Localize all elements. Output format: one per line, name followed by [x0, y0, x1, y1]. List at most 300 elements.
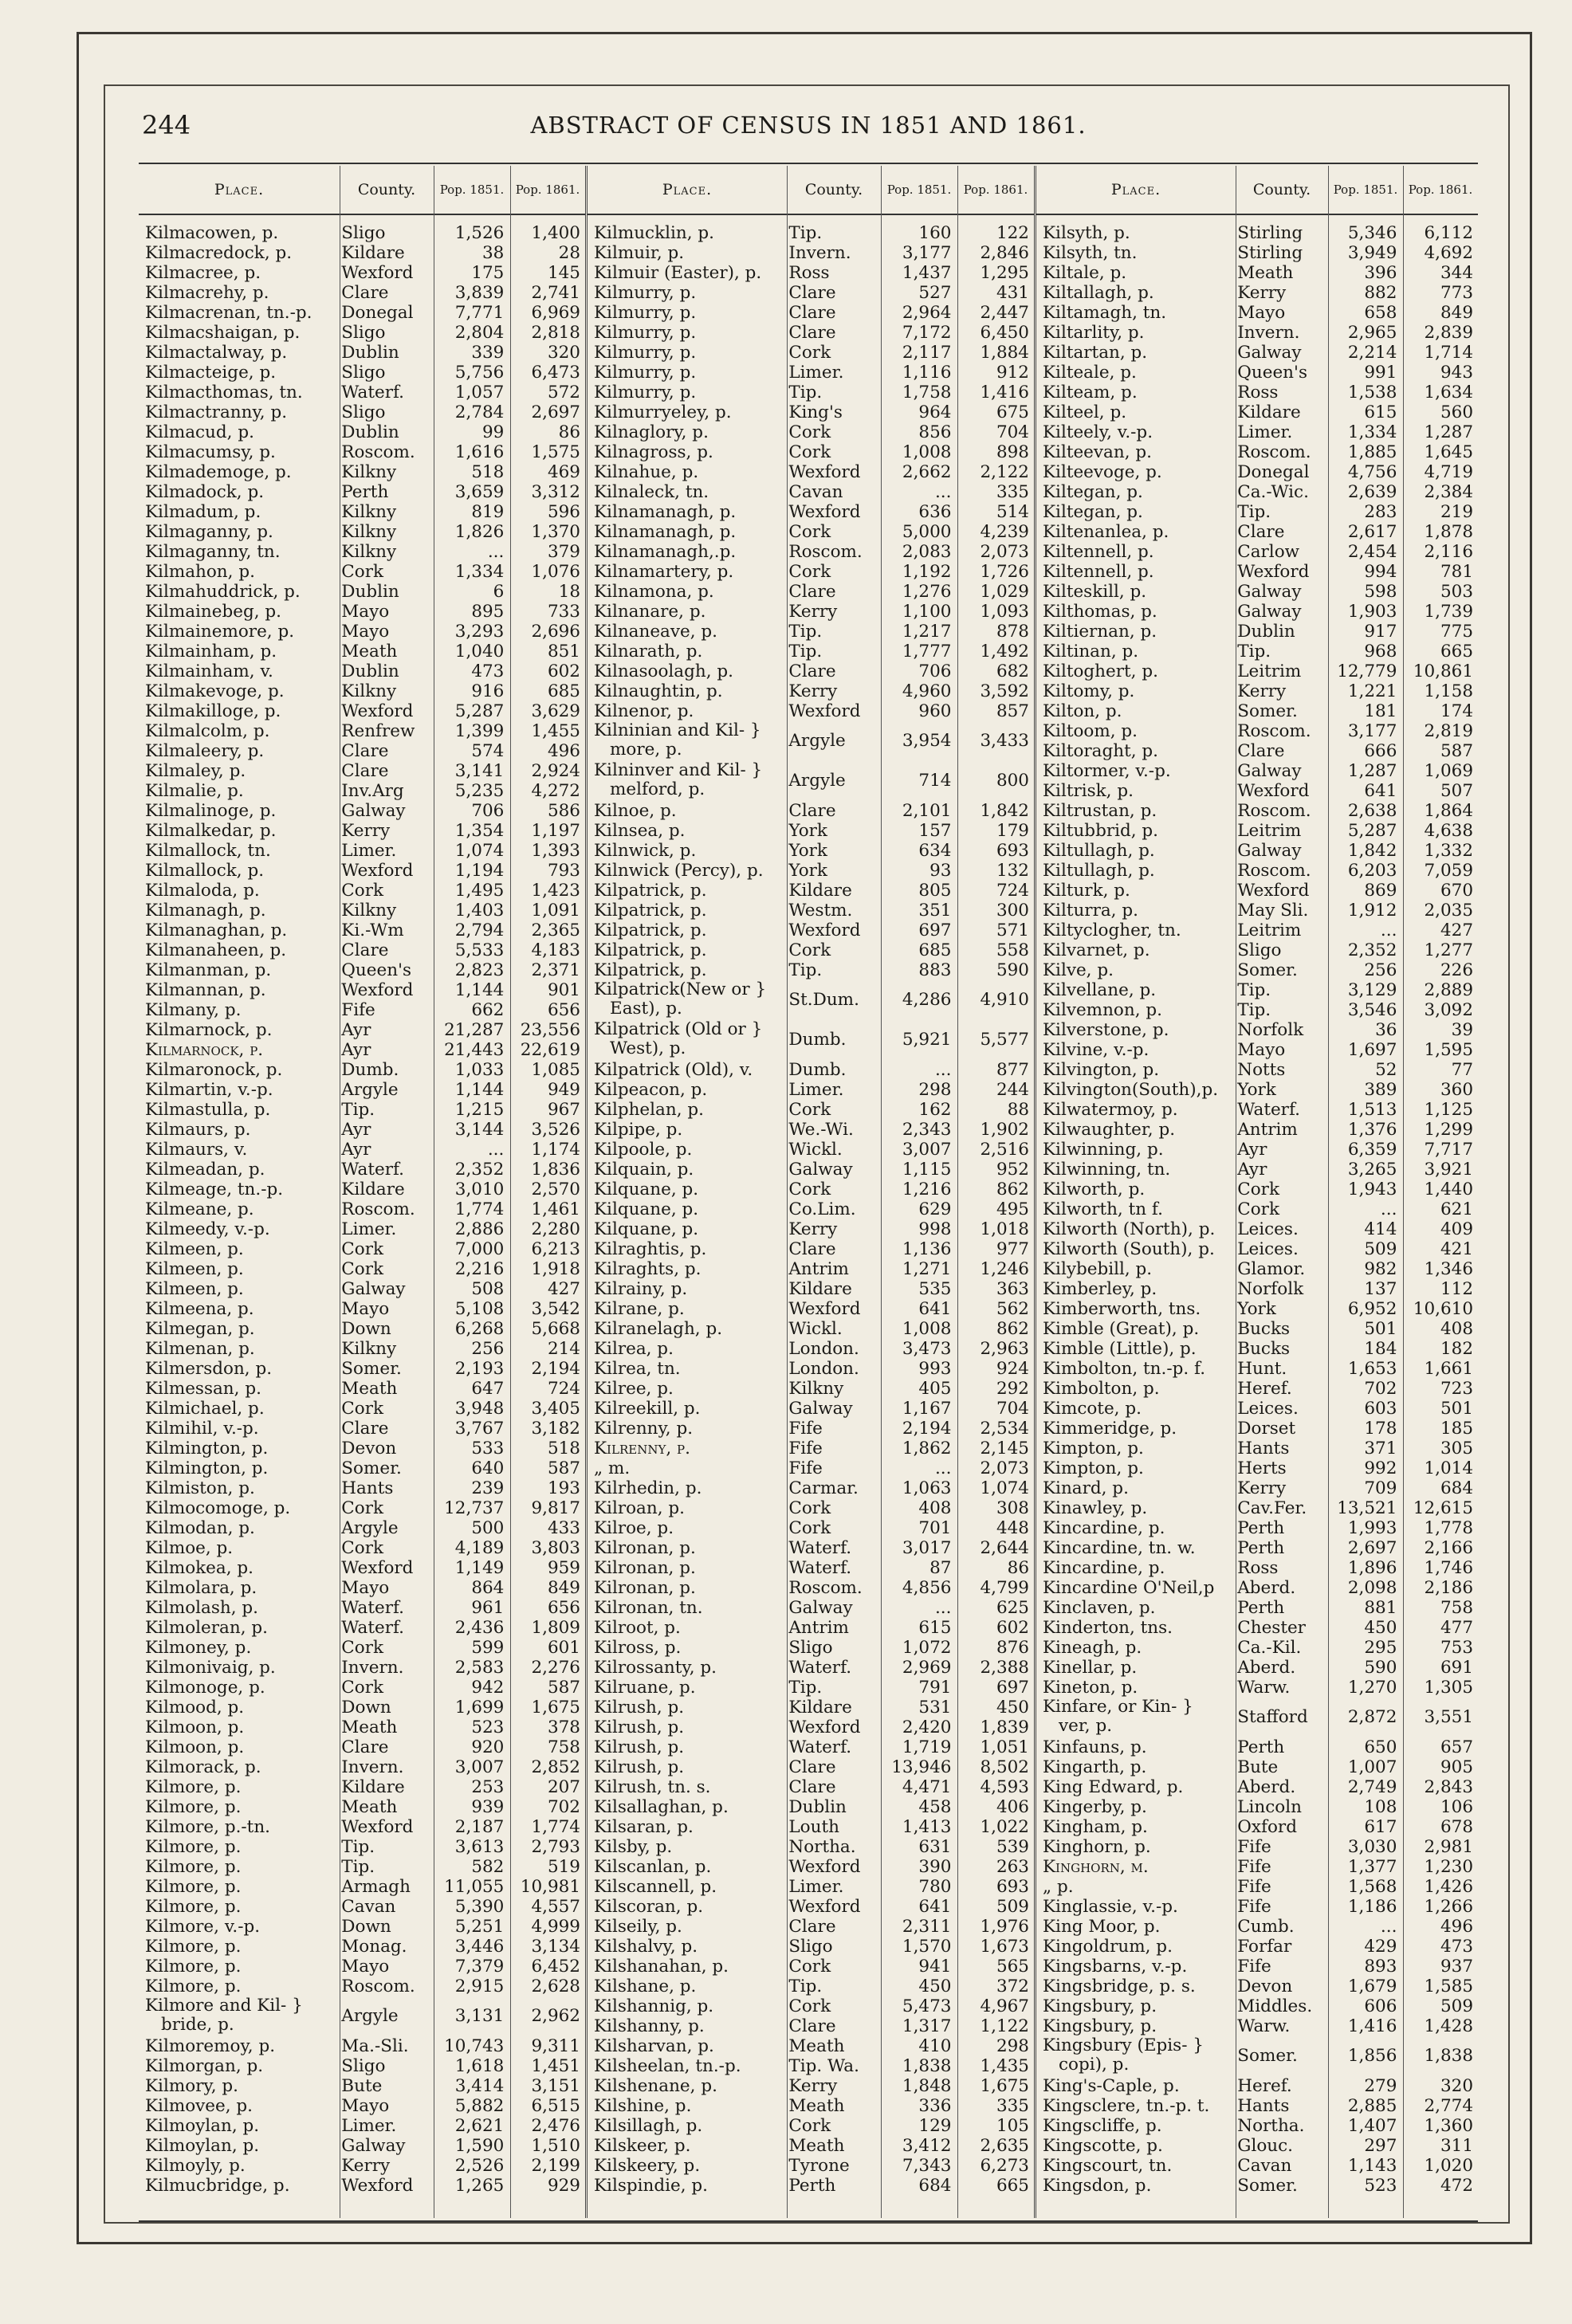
- place-cell: Kilmeen, p.: [145, 1279, 244, 1299]
- table-row: [139, 921, 585, 940]
- pop-1861-cell: 1,585: [1424, 1977, 1474, 1996]
- place-cell: Kilsillagh, p.: [594, 2116, 703, 2136]
- place-cell: Kimpton, p.: [1043, 1458, 1144, 1478]
- pop-1861-cell: 851: [547, 642, 580, 661]
- place-cell: Kingsbury (Epis- } copi), p.: [1043, 2036, 1204, 2075]
- table-row: [1036, 1996, 1478, 2016]
- pop-1851-cell: 2,697: [1347, 1538, 1397, 1558]
- pop-1861-cell: 1,093: [980, 602, 1029, 622]
- pop-1851-cell: 1,008: [902, 442, 952, 462]
- table-row: [139, 861, 585, 881]
- county-cell: Hants: [1237, 2096, 1290, 2116]
- table-row: [588, 622, 1034, 642]
- pop-1851-cell: 1,265: [454, 2176, 505, 2196]
- county-cell: Mayo: [341, 622, 390, 642]
- county-cell: Bute: [341, 2076, 383, 2096]
- county-cell: Limer.: [1237, 422, 1293, 442]
- county-cell: Donegal: [1237, 462, 1310, 482]
- pop-1851-cell: 1,100: [902, 602, 952, 622]
- county-cell: Mayo: [1237, 303, 1286, 323]
- pop-1851-cell: 685: [918, 940, 952, 960]
- table-row: [139, 1379, 585, 1399]
- pop-1851-cell: 297: [1364, 2136, 1397, 2156]
- pop-1861-cell: 22,619: [520, 1040, 580, 1060]
- pop-1861-cell: 214: [547, 1339, 580, 1359]
- pop-1851-cell: 473: [471, 661, 505, 681]
- pop-1861-cell: 431: [996, 283, 1029, 303]
- pop-1851-cell: 178: [1364, 1419, 1397, 1439]
- table-row: [1036, 1857, 1478, 1877]
- pop-1861-cell: 1,426: [1424, 1877, 1474, 1897]
- pop-1851-cell: 2,352: [1347, 940, 1397, 960]
- county-cell: Wexford: [788, 502, 861, 522]
- county-cell: Galway: [1237, 761, 1302, 781]
- county-cell: Clare: [788, 323, 836, 343]
- pop-1861-cell: 4,593: [980, 1777, 1029, 1797]
- county-cell: Ross: [788, 263, 830, 283]
- pop-1861-cell: 2,199: [531, 2156, 580, 2176]
- place-cell: Kimpton, p.: [1043, 1439, 1144, 1458]
- page-header: [142, 110, 1475, 150]
- pop-1861-cell: 1,122: [980, 2016, 1029, 2036]
- county-cell: Dublin: [1237, 622, 1295, 642]
- pop-1861-cell: 3,592: [980, 681, 1029, 701]
- place-cell: Kilnanare, p.: [594, 602, 706, 622]
- table-row: [139, 1458, 585, 1478]
- pop-1851-cell: 371: [1364, 1439, 1397, 1458]
- table-row: [588, 681, 1034, 701]
- table-row: [588, 1080, 1034, 1100]
- place-cell: Kilrea, tn.: [594, 1359, 681, 1379]
- county-cell: Tip.: [1237, 502, 1271, 522]
- pop-1861-cell: 3,433: [980, 731, 1029, 751]
- pop-1861-cell: 905: [1440, 1757, 1474, 1777]
- place-cell: Kilquain, p.: [594, 1160, 694, 1180]
- pop-1851-cell: 1,377: [1347, 1857, 1397, 1877]
- pop-1861-cell: 2,122: [980, 462, 1029, 482]
- place-cell: Kiltrustan, p.: [1043, 801, 1157, 821]
- county-cell: Cork: [788, 1518, 831, 1538]
- county-cell: Westm.: [788, 901, 853, 921]
- pop-1851-cell: 2,214: [1347, 343, 1397, 363]
- table-row: [588, 323, 1034, 343]
- place-cell: Kilmaloda, p.: [145, 881, 260, 901]
- table-row: [139, 1638, 585, 1658]
- table-row: [1036, 622, 1478, 642]
- county-cell: Ayr: [341, 1120, 371, 1140]
- table-row: [139, 2176, 585, 2196]
- table-row: [139, 402, 585, 422]
- county-cell: Wexford: [341, 2176, 414, 2196]
- county-cell: Antrim: [788, 1618, 849, 1638]
- place-cell: Kingerby, p.: [1043, 1797, 1147, 1817]
- place-cell: Kilmanaghan, p.: [145, 921, 288, 940]
- table-row: [1036, 701, 1478, 721]
- county-cell: Sligo: [788, 1937, 833, 1957]
- pop-1851-cell: 52: [1375, 1060, 1397, 1080]
- place-cell: Kilmalkedar, p.: [145, 821, 277, 841]
- pop-1861-cell: 7,717: [1424, 1140, 1474, 1160]
- pop-1851-cell: 351: [918, 901, 952, 921]
- pop-1851-cell: 298: [918, 1080, 952, 1100]
- place-cell: Kiltullagh, p.: [1043, 861, 1155, 881]
- table-row: [1036, 1379, 1478, 1399]
- pop-1851-cell: 5,882: [454, 2096, 505, 2116]
- county-cell: Cork: [341, 1259, 383, 1279]
- place-cell: Kilmolara, p.: [145, 1578, 257, 1598]
- county-cell: Fife: [1237, 1877, 1271, 1897]
- table-row: [1036, 1279, 1478, 1299]
- pop-1861-cell: 2,846: [980, 243, 1029, 263]
- pop-1851-cell: 3,446: [454, 1937, 505, 1957]
- pop-1851-cell: 1,057: [454, 383, 505, 402]
- pop-1851-cell: 942: [471, 1678, 505, 1698]
- pop-1861-cell: 39: [1451, 1020, 1474, 1040]
- table-row: [139, 1140, 585, 1160]
- county-cell: Meath: [1237, 263, 1294, 283]
- table-row: [588, 921, 1034, 940]
- pop-1851-cell: 780: [918, 1877, 952, 1897]
- table-row: [1036, 562, 1478, 582]
- table-row: [588, 2156, 1034, 2176]
- pop-1861-cell: 977: [996, 1239, 1029, 1259]
- pop-1851-cell: ...: [1380, 1917, 1397, 1937]
- county-cell: Argyle: [788, 771, 846, 791]
- table-row: [1036, 1598, 1478, 1618]
- county-cell: Clare: [788, 1777, 836, 1797]
- place-cell: Kilraghts, p.: [594, 1259, 702, 1279]
- county-cell: Cork: [341, 1638, 383, 1658]
- county-cell: Clare: [788, 1757, 836, 1777]
- table-row: [588, 1618, 1034, 1638]
- pop-1851-cell: 1,697: [1347, 1040, 1397, 1060]
- pop-1851-cell: 2,193: [454, 1359, 505, 1379]
- header-county: County.: [804, 181, 863, 198]
- pop-1851-cell: 4,471: [902, 1777, 952, 1797]
- pop-1861-cell: 702: [547, 1797, 580, 1817]
- pop-1851-cell: 7,343: [902, 2156, 952, 2176]
- table-row: [139, 1000, 585, 1020]
- place-cell: Kilmademoge, p.: [145, 462, 292, 482]
- pop-1861-cell: 219: [1440, 502, 1474, 522]
- table-row: [1036, 283, 1478, 303]
- pop-1861-cell: 2,793: [531, 1837, 580, 1857]
- table-row: [588, 1797, 1034, 1817]
- place-cell: Kilmakevoge, p.: [145, 681, 285, 701]
- county-cell: Cork: [341, 881, 383, 901]
- county-cell: Cork: [788, 343, 831, 363]
- pop-1851-cell: 1,495: [454, 881, 505, 901]
- pop-1861-cell: 2,384: [1424, 482, 1474, 502]
- place-cell: Kiltegan, p.: [1043, 502, 1143, 522]
- county-cell: Dorset: [1237, 1419, 1296, 1439]
- table-row: [588, 343, 1034, 363]
- table-row: [1036, 1917, 1478, 1937]
- table-row: [139, 622, 585, 642]
- pop-1861-cell: 929: [547, 2176, 580, 2196]
- county-cell: Galway: [341, 1279, 406, 1299]
- pop-1851-cell: 2,343: [902, 1120, 952, 1140]
- table-row: [1036, 602, 1478, 622]
- county-cell: Kerry: [1237, 1478, 1287, 1498]
- county-cell: Sligo: [341, 2056, 386, 2076]
- pop-1861-cell: 1,416: [980, 383, 1029, 402]
- table-row: [588, 1419, 1034, 1439]
- pop-1851-cell: 982: [1364, 1259, 1397, 1279]
- place-cell: Kilruane, p.: [594, 1678, 696, 1698]
- place-cell: Kilmonivaig, p.: [145, 1658, 276, 1678]
- place-cell: Kilrane, p.: [594, 1299, 685, 1319]
- pop-1861-cell: 562: [996, 1299, 1029, 1319]
- county-cell: Mayo: [341, 2096, 390, 2116]
- county-cell: Clare: [788, 283, 836, 303]
- pop-1861-cell: 421: [1440, 1239, 1474, 1259]
- place-cell: Kilturk, p.: [1043, 881, 1130, 901]
- county-cell: Wexford: [788, 1717, 861, 1737]
- pop-1861-cell: 1,158: [1424, 681, 1474, 701]
- place-cell: Kilnaneave, p.: [594, 622, 718, 642]
- pop-1851-cell: 1,407: [1347, 2116, 1397, 2136]
- table-row: [1036, 1498, 1478, 1518]
- pop-1861-cell: 1,332: [1424, 841, 1474, 861]
- place-cell: Kinglassie, v.-p.: [1043, 1897, 1178, 1917]
- county-cell: Devon: [341, 1439, 397, 1458]
- place-cell: Kilwatermoy, p.: [1043, 1100, 1178, 1120]
- table-row: [1036, 741, 1478, 761]
- place-cell: Kilverstone, p.: [1043, 1020, 1169, 1040]
- place-cell: Kilrush, p.: [594, 1737, 685, 1757]
- county-cell: Cork: [788, 1498, 831, 1518]
- pop-1851-cell: 2,101: [902, 801, 952, 821]
- table-row: [1036, 1737, 1478, 1757]
- table-row: [1036, 1897, 1478, 1917]
- table-row: [1036, 1957, 1478, 1977]
- county-cell: Roscom.: [341, 1977, 415, 1996]
- table-row: [1036, 1678, 1478, 1698]
- table-row: [1036, 223, 1478, 243]
- pop-1851-cell: 175: [471, 263, 505, 283]
- county-cell: Waterf.: [341, 1598, 405, 1618]
- pop-1851-cell: 702: [1364, 1379, 1397, 1399]
- table-row: [1036, 2076, 1478, 2096]
- table-row: [588, 582, 1034, 602]
- place-cell: Kiltomy, p.: [1043, 681, 1135, 701]
- table-row: [139, 562, 585, 582]
- pop-1851-cell: 1,167: [902, 1399, 952, 1419]
- place-cell: Kilmacumsy, p.: [145, 442, 276, 462]
- pop-1861-cell: 518: [547, 1439, 580, 1458]
- table-row: [139, 741, 585, 761]
- table-row: [139, 1837, 585, 1857]
- pop-1851-cell: 819: [471, 502, 505, 522]
- table-row: [1036, 1558, 1478, 1578]
- table-row: [1036, 1199, 1478, 1219]
- pop-1861-cell: 1,277: [1424, 940, 1474, 960]
- table-row: [139, 940, 585, 960]
- table-row: [1036, 2036, 1478, 2076]
- county-cell: Perth: [1237, 1598, 1285, 1618]
- place-cell: Kilpatrick (Old), v.: [594, 1060, 753, 1080]
- county-cell: Waterf.: [341, 1618, 405, 1638]
- table-row: [1036, 1040, 1478, 1060]
- county-cell: Kilkny: [341, 681, 397, 701]
- pop-1861-cell: 2,924: [531, 761, 580, 781]
- county-cell: York: [788, 821, 827, 841]
- pop-1851-cell: 1,144: [454, 1080, 505, 1100]
- county-cell: Tip.: [341, 1857, 375, 1877]
- pop-1851-cell: 1,215: [454, 1100, 505, 1120]
- table-row: [139, 1857, 585, 1877]
- place-cell: Kilpatrick, p.: [594, 940, 707, 960]
- place-cell: Kilteevan, p.: [1043, 442, 1152, 462]
- place-cell: Kincardine, p.: [1043, 1558, 1165, 1578]
- pop-1861-cell: 335: [996, 482, 1029, 502]
- pop-1851-cell: 3,949: [1347, 243, 1397, 263]
- pop-1861-cell: 372: [996, 1977, 1029, 1996]
- table-row: [588, 2136, 1034, 2156]
- county-cell: Invern.: [341, 1757, 404, 1777]
- pop-1851-cell: 13,946: [891, 1757, 952, 1777]
- table-row: [1036, 881, 1478, 901]
- pop-1851-cell: ...: [487, 542, 505, 562]
- table-row: [1036, 1638, 1478, 1658]
- place-cell: Kilscoran, p.: [594, 1897, 704, 1917]
- pop-1851-cell: 709: [1364, 1478, 1397, 1498]
- pop-1851-cell: 1,777: [902, 642, 952, 661]
- table-row: [139, 1658, 585, 1678]
- county-cell: Wexford: [788, 1299, 861, 1319]
- place-cell: Kilmarnock, p.: [145, 1020, 273, 1040]
- table-rows: [1036, 223, 1478, 2196]
- pop-1861-cell: 360: [1440, 1080, 1474, 1100]
- table-row: [139, 1598, 585, 1618]
- county-cell: Fife: [1237, 1857, 1271, 1877]
- table-row: [588, 1777, 1034, 1797]
- county-cell: Roscom.: [788, 542, 863, 562]
- pop-1851-cell: 641: [1364, 781, 1397, 801]
- table-row: [588, 1598, 1034, 1618]
- pop-1861-cell: 507: [1440, 781, 1474, 801]
- place-cell: Kimbolton, p.: [1043, 1379, 1160, 1399]
- county-cell: Louth: [788, 1817, 839, 1837]
- county-cell: Clare: [1237, 741, 1285, 761]
- pop-1861-cell: 3,182: [531, 1419, 580, 1439]
- county-cell: Inv.Arg: [341, 781, 404, 801]
- place-cell: Kilmonoge, p.: [145, 1678, 265, 1698]
- pop-1851-cell: 7,000: [454, 1239, 505, 1259]
- pop-1861-cell: 753: [1440, 1638, 1474, 1658]
- table-row: [1036, 502, 1478, 522]
- place-cell: Kilrea, p.: [594, 1339, 674, 1359]
- place-cell: Kineton, p.: [1043, 1678, 1138, 1698]
- place-cell: Kilmallock, p.: [145, 861, 265, 881]
- pop-1861-cell: 1,346: [1424, 1259, 1474, 1279]
- county-cell: Cork: [788, 1100, 831, 1120]
- pop-1861-cell: 2,644: [980, 1538, 1029, 1558]
- county-cell: Wexford: [341, 263, 414, 283]
- pop-1851-cell: 518: [471, 462, 505, 482]
- pop-1861-cell: 409: [1440, 1219, 1474, 1239]
- table-row: [139, 1279, 585, 1299]
- table-row: [588, 1678, 1034, 1698]
- county-cell: Sligo: [341, 223, 386, 243]
- county-cell: We.-Wi.: [788, 1120, 854, 1140]
- pop-1851-cell: 882: [1364, 283, 1397, 303]
- pop-1861-cell: 2,818: [531, 323, 580, 343]
- pop-1861-cell: 503: [1440, 582, 1474, 602]
- pop-1851-cell: ...: [1380, 921, 1397, 940]
- county-cell: Dublin: [341, 582, 399, 602]
- place-cell: Kilshalvy, p.: [594, 1937, 698, 1957]
- pop-1851-cell: 2,638: [1347, 801, 1397, 821]
- pop-1851-cell: 606: [1364, 1996, 1397, 2016]
- county-cell: Cav.Fer.: [1237, 1498, 1307, 1518]
- county-cell: Galway: [1237, 841, 1302, 861]
- county-cell: Queen's: [1237, 363, 1307, 383]
- pop-1851-cell: 1,216: [902, 1180, 952, 1199]
- county-cell: Argyle: [788, 731, 846, 751]
- table-row: [139, 442, 585, 462]
- pop-1851-cell: 968: [1364, 642, 1397, 661]
- pop-1861-cell: 1,492: [980, 642, 1029, 661]
- table-row: [1036, 1797, 1478, 1817]
- table-row: [588, 761, 1034, 801]
- pop-1851-cell: 706: [471, 801, 505, 821]
- pop-1861-cell: 305: [1440, 1439, 1474, 1458]
- pop-1851-cell: 5,235: [454, 781, 505, 801]
- pop-1861-cell: 724: [996, 881, 1029, 901]
- pop-1861-cell: 1,976: [980, 1917, 1029, 1937]
- table-row: [139, 303, 585, 323]
- table-row: [1036, 2156, 1478, 2176]
- pop-1851-cell: 1,186: [1347, 1897, 1397, 1917]
- pop-1861-cell: 363: [996, 1279, 1029, 1299]
- header-pop-1851: Pop. 1851.: [439, 183, 505, 197]
- pop-1851-cell: 1,192: [902, 562, 952, 582]
- county-cell: Galway: [1237, 582, 1302, 602]
- place-cell: Kilmood, p.: [145, 1698, 245, 1717]
- pop-1851-cell: 1,513: [1347, 1100, 1397, 1120]
- pop-1851-cell: 1,063: [902, 1478, 952, 1498]
- pop-1851-cell: 3,144: [454, 1120, 505, 1140]
- table-row: [139, 1498, 585, 1518]
- pop-1851-cell: 5,390: [454, 1897, 505, 1917]
- table-row: [1036, 1419, 1478, 1439]
- pop-1851-cell: 2,617: [1347, 522, 1397, 542]
- pop-1861-cell: 5,668: [531, 1319, 580, 1339]
- table-row: [588, 542, 1034, 562]
- county-cell: Argyle: [341, 2006, 399, 2026]
- place-cell: Kilmore, p.: [145, 1877, 242, 1897]
- county-cell: Bute: [1237, 1757, 1279, 1777]
- county-cell: Perth: [1237, 1538, 1285, 1558]
- table-row: [139, 1757, 585, 1777]
- county-cell: Ma.-Sli.: [341, 2036, 409, 2056]
- table-row: [588, 1279, 1034, 1299]
- county-cell: Aberd.: [1237, 1578, 1296, 1598]
- pop-1851-cell: 2,098: [1347, 1578, 1397, 1598]
- pop-1861-cell: 263: [996, 1857, 1029, 1877]
- table-row: [1036, 721, 1478, 741]
- pop-1851-cell: 2,083: [902, 542, 952, 562]
- pop-1861-cell: 1,287: [1424, 422, 1474, 442]
- place-cell: Kilmore, p.: [145, 1857, 242, 1877]
- pop-1861-cell: 800: [996, 771, 1029, 791]
- place-cell: Kilmeena, p.: [145, 1299, 254, 1319]
- pop-1851-cell: 998: [918, 1219, 952, 1239]
- county-cell: Cork: [788, 2116, 831, 2136]
- county-cell: Cumb.: [1237, 1917, 1295, 1937]
